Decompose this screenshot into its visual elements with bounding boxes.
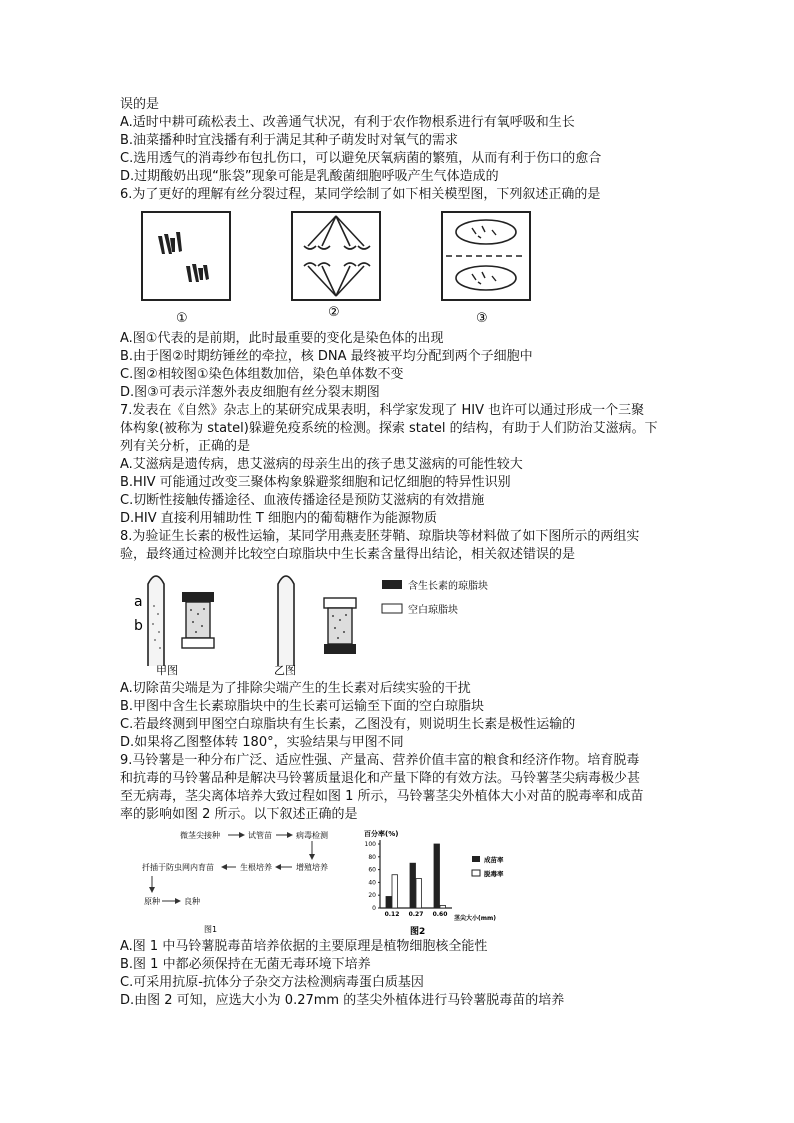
q8-stem-line2: 验，最终通过检测并比较空白琼脂块中生长素含量得出结论，相关叙述错误的是 [120, 547, 576, 562]
figure-3-label: ③ [476, 311, 488, 326]
q7-option-a: A.艾滋病是遗传病，患艾滋病的母亲生出的孩子患艾滋病的可能性较大 [120, 457, 523, 472]
q9-stem-line1: 9.马铃薯是一种分布广泛、适应性强、产量高、营养价值丰富的粮食和经济作物。培育脱毒 [120, 753, 640, 768]
legend-blank-swatch [382, 604, 402, 613]
q8-auxin-figure [128, 566, 528, 678]
q8-option-b: B.甲图中含生长素琼脂块中的生长素可运输至下面的空白琼脂块 [120, 699, 485, 714]
q6-mitosis-figures [136, 210, 536, 328]
y-tick-label: 80 [368, 853, 376, 861]
flow-node-5: 生根培养 [240, 863, 272, 872]
q5-option-d: D.过期酸奶出现“胀袋”现象可能是乳酸菌细胞呼吸产生气体造成的 [120, 169, 499, 184]
q9-option-b: B.图 1 中都必须保持在无菌无毒环境下培养 [120, 957, 371, 972]
q9-option-d: D.由图 2 可知，应选大小为 0.27mm 的茎尖外植体进行马铃薯脱毒苗的培养 [120, 993, 565, 1008]
q8-option-c: C.若最终测到甲图空白琼脂块有生长素，乙图没有，则说明生长素是极性运输的 [120, 717, 576, 732]
bar-脱毒率-0.27 [416, 879, 422, 908]
x-tick-label: 0.27 [408, 911, 424, 918]
q6-option-c: C.图②相较图①染色体组数加倍，染色单体数不变 [120, 367, 404, 382]
q9-option-c: C.可采用抗原-抗体分子杂交方法检测病毒蛋白质基因 [120, 975, 424, 990]
q7-stem-line3: 列有关分析，正确的是 [120, 439, 251, 454]
legend-swatch-chengmiao [472, 856, 480, 862]
flow-node-1: 微茎尖接种 [180, 831, 220, 840]
figure-1-chromosomes [158, 232, 209, 282]
y-tick-label: 20 [368, 892, 376, 900]
segment-2 [328, 608, 352, 644]
flow-node-3: 病毒检测 [296, 831, 328, 840]
fig-yi-label: 乙图 [274, 664, 296, 677]
q5-option-b: B.油菜播种时宜浅播有利于满足其种子萌发时对氧气的需求 [120, 133, 459, 148]
q7-stem-line2: 体构象(被称为 statel)躲避免疫系统的检测。探索 statel 的结构，有助于人们防治艾滋病。下 [120, 421, 658, 436]
chart-xlabel: 茎尖大小(mm) [454, 915, 496, 922]
x-tick-label: 0.60 [432, 911, 448, 918]
figure-3-nucleus-bottom [456, 266, 516, 290]
q9-stem-line4: 率的影响如图 2 所示。以下叙述正确的是 [120, 807, 358, 822]
legend-label-tuodu: 脱毒率 [484, 870, 504, 878]
legend-label-chengmiao: 成苗率 [484, 856, 504, 864]
chart-ylabel: 百分率(%) [364, 830, 399, 838]
y-tick-label: 60 [368, 866, 376, 874]
flow-node-6: 扦插于防虫网内育苗 [142, 863, 214, 872]
blank-block-bottom [182, 638, 214, 648]
q7-option-c: C.切断性接触传播途径、血液传播途径是预防艾滋病的有效措施 [120, 493, 485, 508]
q5-option-c: C.选用透气的消毒纱布包扎伤口，可以避免厌氧病菌的繁殖，从而有利于伤口的愈合 [120, 151, 602, 166]
y-tick-label: 0 [372, 905, 376, 912]
q9-bar-chart [358, 826, 518, 938]
q9-option-a: A.图 1 中马铃薯脱毒苗培养依据的主要原理是植物细胞核全能性 [120, 939, 488, 954]
bar-脱毒率-0.60 [440, 905, 446, 908]
label-b: b [134, 618, 143, 634]
flow-node-2: 试管苗 [248, 831, 272, 840]
legend-auxin-label: 含生长素的琼脂块 [408, 581, 488, 592]
figure-1-frame [142, 212, 230, 300]
q6-stem: 6.为了更好的理解有丝分裂过程，某同学绘制了如下相关模型图，下列叙述正确的是 [120, 187, 601, 202]
q6-option-a: A.图①代表的是前期，此时最重要的变化是染色体的出现 [120, 331, 444, 346]
bar-成苗率-0.60 [434, 844, 440, 908]
q7-stem-line1: 7.发表在《自然》杂志上的某研究成果表明，科学家发现了 HIV 也许可以通过形成一个三聚 [120, 403, 645, 418]
q5-option-a: A.适时中耕可疏松表土、改善通气状况，有利于农作物根系进行有氧呼吸和生长 [120, 115, 575, 130]
legend-blank-label: 空白琼脂块 [408, 605, 458, 616]
q7-option-b: B.HIV 可能通过改变三聚体构象躲避浆细胞和记忆细胞的特异性识别 [120, 475, 511, 490]
legend-auxin-swatch [382, 580, 402, 589]
label-a: a [134, 594, 143, 610]
q9-flow-diagram [140, 826, 360, 938]
chart-x-ticks [385, 911, 448, 918]
q6-option-b: B.由于图②时期纺锤丝的牵拉，核 DNA 最终被平均分配到两个子细胞中 [120, 349, 533, 364]
figure-2-spindle [304, 216, 370, 296]
flow-caption: 图1 [204, 925, 218, 934]
bar-脱毒率-0.12 [392, 875, 398, 908]
auxin-block-bottom [324, 644, 356, 654]
x-tick-label: 0.12 [384, 911, 400, 918]
q8-stem-line1: 8.为验证生长素的极性运输，某同学用燕麦胚芽鞘、琼脂块等材料做了如下图所示的两组实 [120, 529, 640, 544]
figure-2-frame [292, 212, 380, 300]
figure-3-nucleus-top [456, 220, 516, 244]
auxin-block-top [182, 592, 214, 602]
y-tick-label: 100 [364, 841, 376, 848]
q9-stem-line3: 至无病毒，茎尖离体培养大致过程如图 1 所示，马铃薯茎尖外植体大小对苗的脱毒率和成苗 [120, 789, 644, 804]
q7-option-d: D.HIV 直接利用辅助性 T 细胞内的葡萄糖作为能源物质 [120, 511, 437, 526]
q6-option-d: D.图③可表示洋葱外表皮细胞有丝分裂末期图 [120, 385, 380, 400]
fig-jia-label: 甲图 [156, 664, 178, 677]
flow-node-8: 良种 [184, 897, 200, 906]
segment-1 [186, 602, 210, 638]
legend-swatch-tuodu [472, 870, 480, 876]
q9-stem-line2: 和抗毒的马铃薯品种是解决马铃薯质量退化和产量下降的有效方法。马铃薯茎尖病毒极少甚 [120, 771, 641, 786]
blank-block-top [324, 598, 356, 608]
bar-成苗率-0.27 [410, 863, 416, 908]
bar-成苗率-0.12 [386, 896, 392, 908]
chart-bars [386, 844, 446, 908]
chart-title: 图2 [410, 927, 426, 937]
flow-node-4: 增殖培养 [296, 863, 328, 872]
coleoptile-1 [148, 576, 164, 666]
y-tick-label: 40 [368, 879, 376, 887]
flow-node-7: 原种 [144, 897, 160, 906]
q5-stem-tail: 误的是 [120, 97, 160, 112]
figure-2-label: ② [328, 305, 340, 320]
figure-1-label: ① [176, 311, 188, 326]
q8-option-a: A.切除苗尖端是为了排除尖端产生的生长素对后续实验的干扰 [120, 681, 471, 696]
figure-3-chromatin [472, 226, 496, 284]
coleoptile-2 [278, 576, 294, 666]
q8-option-d: D.如果将乙图整体转 180°，实验结果与甲图不同 [120, 735, 404, 750]
chart-y-ticks [365, 841, 380, 912]
